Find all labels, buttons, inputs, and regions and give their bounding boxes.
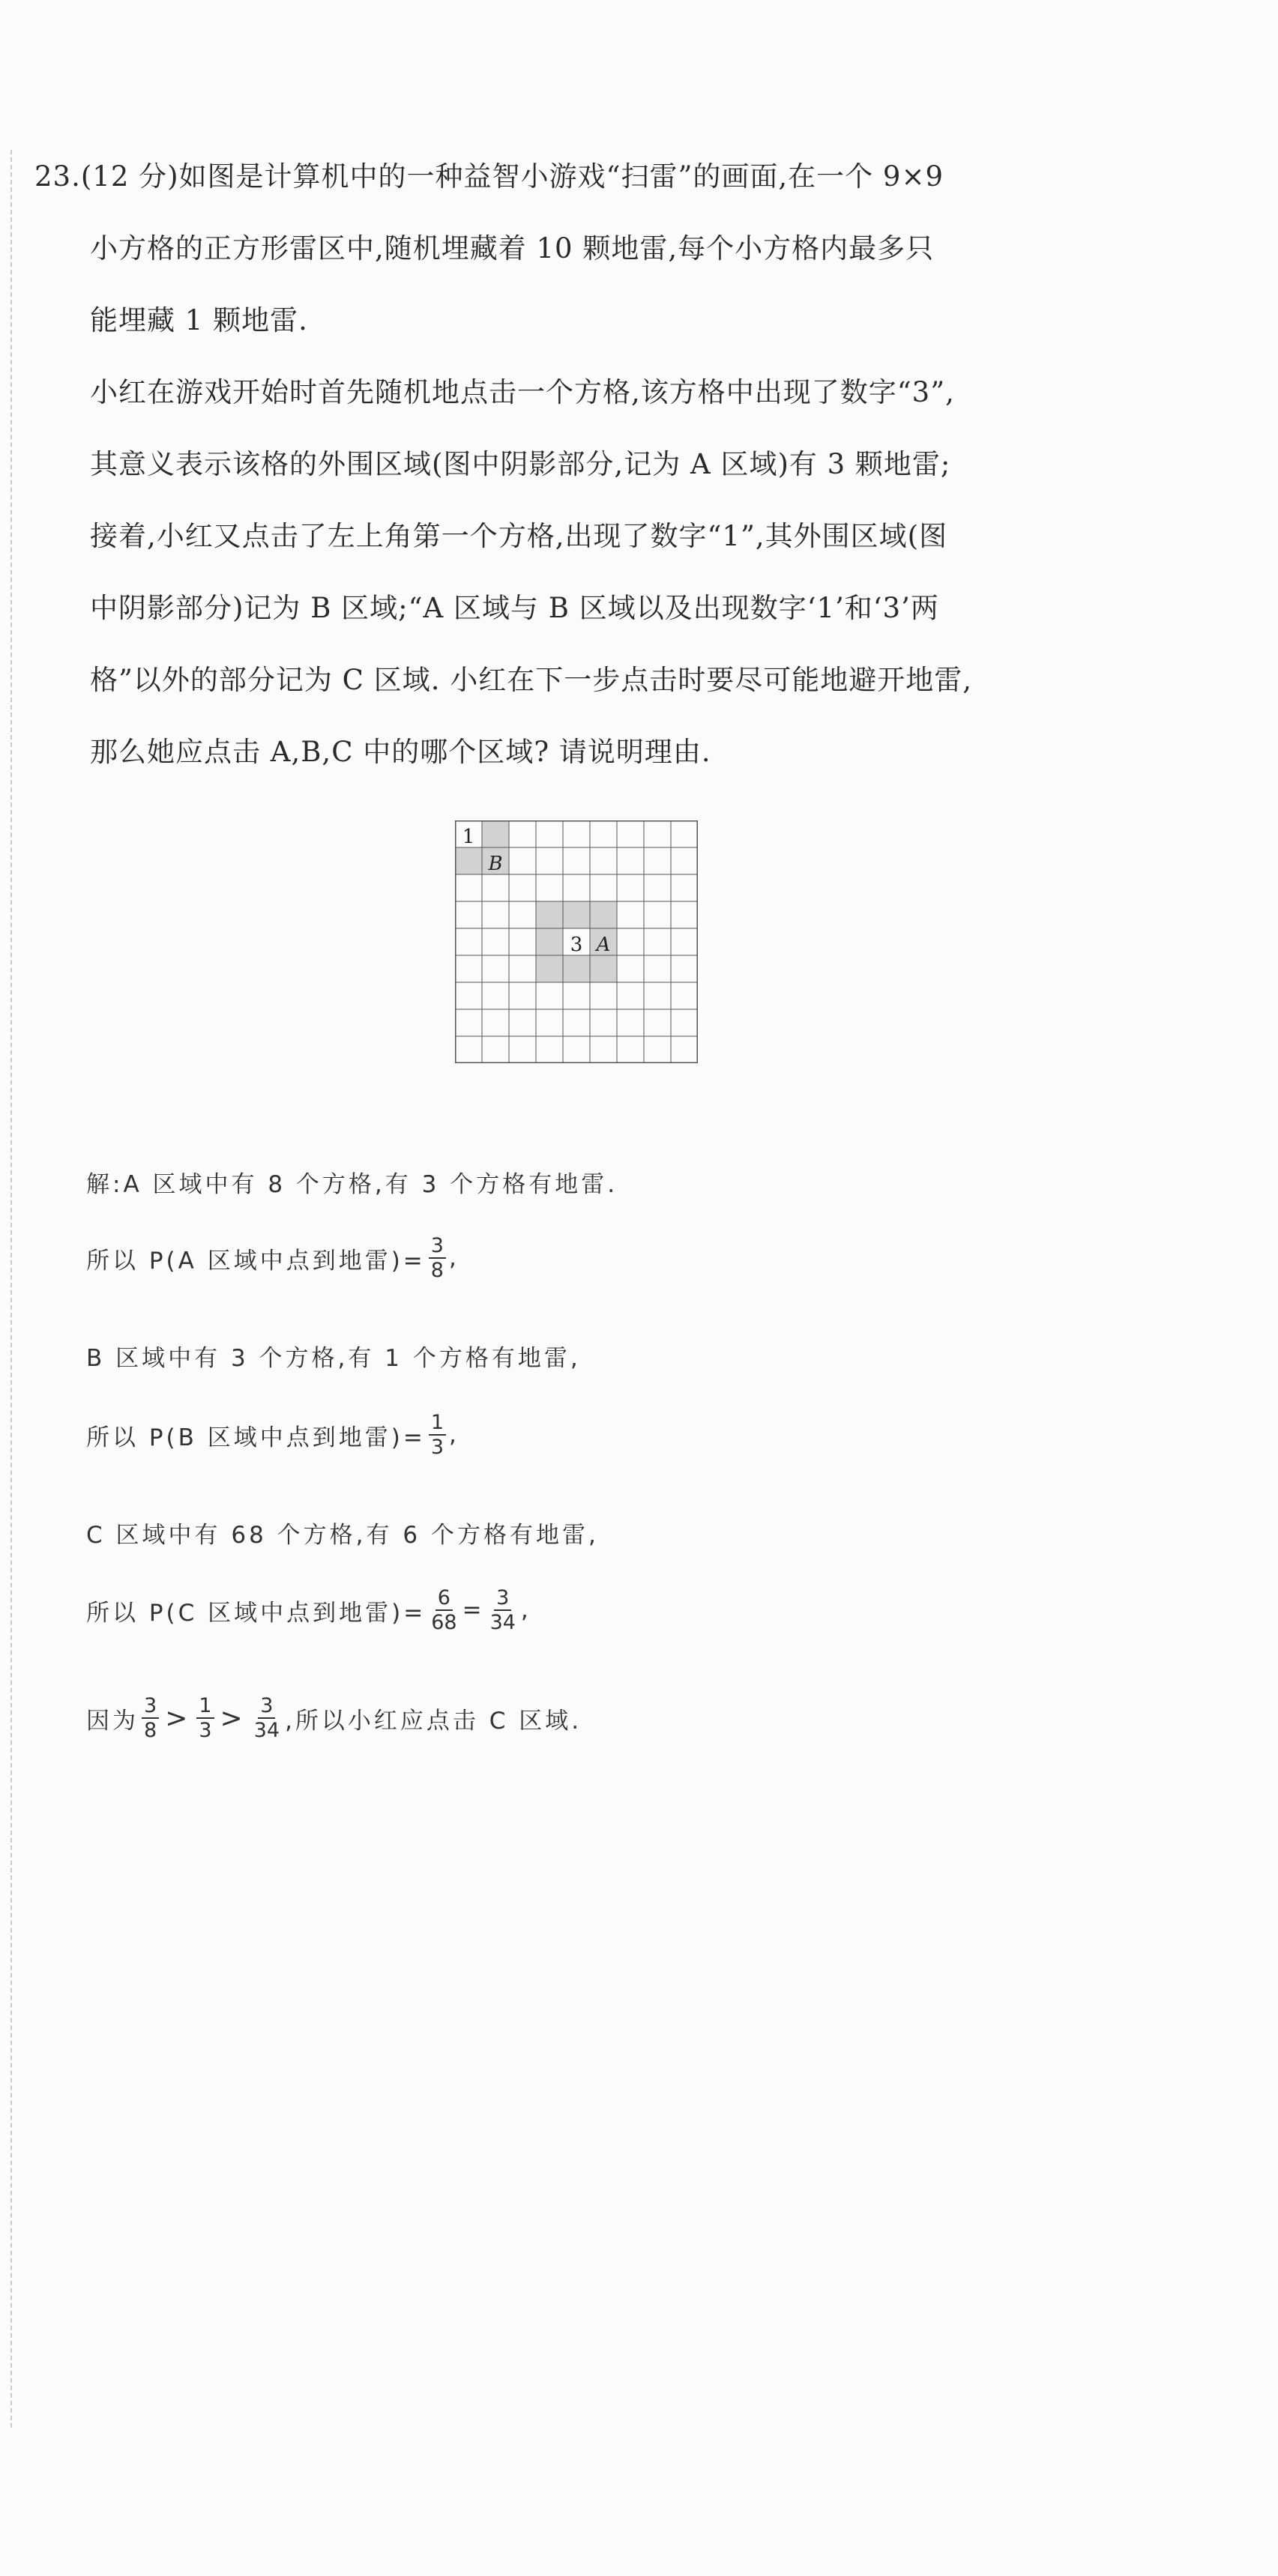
region-a-cell <box>536 955 563 982</box>
comma: , <box>448 1245 459 1272</box>
fraction-6-68 <box>429 1586 459 1634</box>
numerator: 6 <box>435 1586 453 1611</box>
problem-line-4: 小红在游戏开始时首先随机地点击一个方格,该方格中出现了数字“3”, <box>90 376 955 408</box>
problem-line-3: 能埋藏 1 颗地雷. <box>90 304 308 336</box>
problem-number: 23. <box>34 160 81 193</box>
numerator: 1 <box>429 1411 446 1436</box>
minesweeper-figure <box>455 820 698 1063</box>
solution-text-5: C 区域中有 68 个方格,有 6 个方格有地雷, <box>86 1522 599 1549</box>
solution-text-7: 因为 <box>86 1707 139 1735</box>
region-a-cell <box>563 901 590 928</box>
problem-line-6: 接着,小红又点击了左上角第一个方格,出现了数字“1”,其外围区域(图 <box>90 520 948 552</box>
problem-statement <box>34 141 1084 788</box>
fraction-3-34 <box>252 1694 282 1742</box>
solution-line-3 <box>86 1339 581 1373</box>
problem-line-1 <box>34 141 1084 213</box>
equals-sign: = <box>462 1597 485 1624</box>
solution-text-3: B 区域中有 3 个方格,有 1 个方格有地雷, <box>86 1345 581 1372</box>
fraction-3-34 <box>488 1586 518 1634</box>
problem-line-8: 格”以外的部分记为 C 区域. 小红在下一步点击时要尽可能地避开地雷, <box>90 664 973 696</box>
binding-margin-line <box>10 150 12 2428</box>
fraction-3-8 <box>142 1694 159 1742</box>
region-a-cell <box>563 955 590 982</box>
numerator: 3 <box>142 1694 159 1719</box>
region-a-cell <box>536 901 563 928</box>
greater-than-sign: > <box>165 1702 191 1734</box>
problem-line-7: 中阴影部分)记为 B 区域;“A 区域与 B 区域以及出现数字‘1’和‘3’两 <box>90 592 939 624</box>
denominator: 34 <box>489 1611 516 1635</box>
numerator: 3 <box>258 1694 275 1719</box>
solution-conclusion: ,所以小红应点击 C 区域. <box>285 1707 582 1735</box>
solution-line-2 <box>86 1234 459 1282</box>
fraction-1-3 <box>429 1411 446 1459</box>
solution-text-6: 所以 P(C 区域中点到地雷)= <box>86 1599 426 1627</box>
region-b-cell <box>455 847 482 874</box>
numerator: 3 <box>429 1234 446 1259</box>
problem-text-1: 如图是计算机中的一种益智小游戏“扫雷”的画面,在一个 9×9 <box>178 160 944 193</box>
problem-line-5: 其意义表示该格的外围区域(图中阴影部分,记为 A 区域)有 3 颗地雷; <box>90 448 951 480</box>
solution-line-4 <box>86 1411 459 1459</box>
solution-text-4: 所以 P(B 区域中点到地雷)= <box>86 1424 426 1451</box>
denominator: 3 <box>430 1436 444 1460</box>
region-a-cell <box>590 955 617 982</box>
region-a-cell <box>536 928 563 955</box>
denominator: 68 <box>431 1611 457 1635</box>
comma: , <box>449 1421 459 1449</box>
region-label-a: A <box>596 934 611 956</box>
denominator: 8 <box>430 1259 444 1283</box>
denominator: 3 <box>199 1719 212 1743</box>
region-label-b: B <box>488 853 503 875</box>
denominator: 34 <box>253 1719 280 1743</box>
problem-score: (12 分) <box>80 160 179 193</box>
greater-than-sign: > <box>220 1702 246 1734</box>
solution-line-6 <box>86 1586 531 1634</box>
numerator: 1 <box>196 1694 214 1719</box>
solution-text-1: 解:A 区域中有 8 个方格,有 3 个方格有地雷. <box>86 1171 618 1198</box>
solution-text-2: 所以 P(A 区域中点到地雷)= <box>86 1247 426 1275</box>
region-b-cell <box>482 820 509 847</box>
minesweeper-grid <box>455 820 698 1063</box>
fraction-3-8 <box>429 1234 446 1282</box>
denominator: 8 <box>144 1719 157 1743</box>
comma: , <box>520 1597 531 1624</box>
solution-line-5 <box>86 1516 599 1549</box>
numerator: 3 <box>494 1586 511 1611</box>
problem-line-9: 那么她应点击 A,B,C 中的哪个区域? 请说明理由. <box>90 736 711 768</box>
cell-label-1: 1 <box>462 826 475 848</box>
cell-label-3: 3 <box>570 934 583 956</box>
fraction-1-3 <box>196 1694 214 1742</box>
solution-line-7 <box>86 1694 582 1742</box>
region-a-cell <box>590 901 617 928</box>
solution-line-1 <box>86 1165 618 1199</box>
problem-line-2: 小方格的正方形雷区中,随机埋藏着 10 颗地雷,每个小方格内最多只 <box>90 232 935 264</box>
